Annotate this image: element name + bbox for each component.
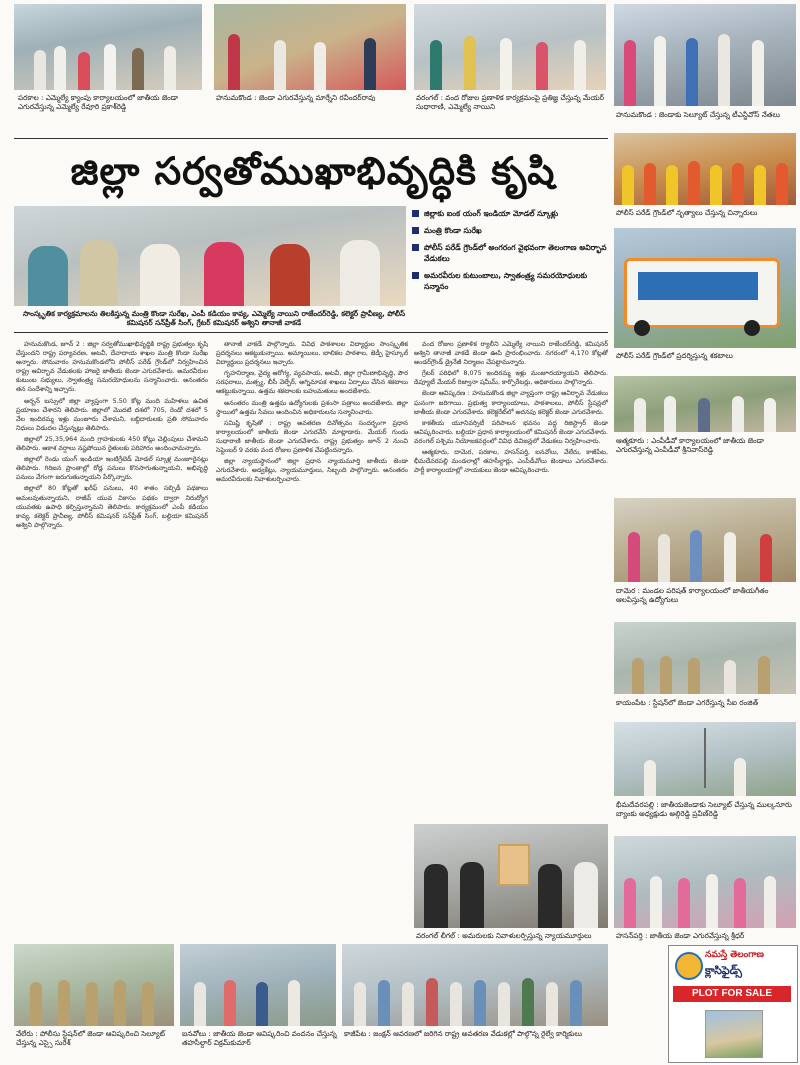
- photo-tableau-truck: [614, 228, 796, 348]
- paragraph: జిల్లాలో రెండు యంగ్ ఇండియా ఇంటిగ్రేటెడ్ మోడల్ స్కూళ్ల మంజూరైనట్లు తెలిపారు. గిరిజన ప్రాంతాల్లో రోడ్ల పనులు కొనసాగుతున్నాయని, అభివృద్ధి పనులు వేగంగా జరుగుతున్నాయని పేర్కొన్నారు.: [16, 455, 208, 482]
- paragraph: హనుమకొండ, జూన్ 2 : జిల్లా సర్వతోముఖాభివృద్ధికి రాష్ట్ర ప్రభుత్వం కృషి చేస్తుందని రాష్ట్ర పర్యావరణ, అటవీ, దేవాదాయ శాఖల మంత్రి కొండా సురేఖ అన్నారు. సోమవారం హనుమకొండలోని పోలీస్ పరేడ్ గ్రౌండ్‌లో నిర్వహించిన రాష్ట్ర ఆవిర్భావ వేడుకలకు హాజరై జాతీయ జెండా ఎగురవేశారు. అమరవీరుల కుటుంబ సభ్యులు, స్వాతంత్ర్య సమరయోధులను సన్మానించారు. అనంతరం తన సందేశాన్ని ఇచ్చారు.: [16, 340, 208, 394]
- article-column-3: [414, 340, 608, 818]
- classified-ad-box: [668, 945, 798, 1063]
- caption-main-dignitaries: సాంస్కృతిక కార్యక్రమాలను తిలకిస్తున్న మంత్రి కొండా సురేఖ, ఎంపీ కడియం కావ్య, ఎమ్మెల్యే నాయిని రాజేందర్‌రెడ్డి, కలెక్టర్ ప్రావీణ్య, పోలీస్ కమిషనర్ సన్‌ప్రీత్ సింగ్, గ్రేటర్ కమిషనర్ అశ్విని తానాజీ వాకడే: [22, 309, 406, 327]
- highlight-item: అమరవీరుల కుటుంబాలు, స్వాతంత్ర్య సమరయోధులకు సన్మానం: [412, 270, 612, 292]
- photo-kayampet: [614, 622, 796, 694]
- divider-article: [14, 332, 608, 333]
- photo-bheemadevarapalli: [614, 722, 796, 796]
- paragraph: జిల్లాలో 80 కోట్లతో ఖరీఫ్ పనులు, 40 శాతం సబ్సిడీ పథకాలు అమలవుతున్నాయని, రాజీవ్ యువ వికాసం పథకం ద్వారా నిరుద్యోగ యువతకు ఉపాధి కల్పిస్తున్నామని తెలిపారు. కార్యక్రమంలో ఎంపీ కడియం కావ్య, కలెక్టర్ ప్రావీణ్య, పోలీస్ కమిషనర్ సన్‌ప్రీత్ సింగ్, బల్దియా కమిషనర్ అశ్విని పాల్గొన్నారు.: [16, 484, 208, 529]
- caption-kayampet: కాయంపేట : స్టేషన్‌లో జెండా ఎగరేస్తున్న సీఐ రంజిత్: [616, 698, 759, 707]
- photo-veleru: [14, 944, 174, 1026]
- caption-top-tngos: హనుమకొండ : జెండాకు సెల్యూట్ చేస్తున్న టీఎన్జీవోస్ నేతలు: [616, 110, 780, 119]
- photo-kazipet: [342, 944, 608, 1026]
- article-column-2: [216, 340, 408, 892]
- paragraph: జిల్లా న్యాయస్థానంలో జిల్లా ప్రధాన న్యాయమూర్తి జాతీయ జెండా ఎగురవేశారు. అడ్వకేట్లు, న్యాయమూర్తులు, సిబ్బంది పాల్గొన్నారు. అనంతరం అమరవీరులకు నివాళులర్పించారు.: [216, 457, 408, 484]
- paragraph: కాకతీయ యూనివర్సిటీ పరిపాలన భవనం వద్ద రిజిస్ట్రార్ జెండా ఆవిష్కరించారు. బల్దియా ప్రధాన కార్యాలయంలో కమిషనర్ జెండా ఎగురవేశారు. వరంగల్ పశ్చిమ నియోజకవర్గంలో వివిధ డివిజన్లలో వేడుకలు నిర్వహించారు.: [414, 418, 608, 445]
- paragraph: సమిష్టి కృషితో : రాష్ట్ర అవతరణ దినోత్సవం సందర్భంగా ప్రధాన కార్యాలయంలో జాతీయ జెండా ఎగురవేసి మాట్లాడారు. మేయర్ గుండు సుధారాణి జాతీయ జెండా ఎగురవేశారు. రాష్ట్ర ప్రభుత్వం జూన్ 2 నుంచి సెప్టెంబర్ 9 వరకు వంద రోజుల ప్రణాళిక చేపట్టిందన్నారు.: [216, 418, 408, 455]
- classified-brand: నమస్తే తెలంగాణ: [705, 950, 764, 960]
- photo-top-warangal: [414, 4, 606, 90]
- highlight-item: జిల్లాకు ఐంక యంగ్ ఇండియా మోడల్ స్కూళ్లు: [412, 208, 612, 219]
- highlight-item: పోలీస్ పరేడ్ గ్రౌండ్‌లో అంగరంగ వైభవంగా తెలంగాణ అవిర్భావ వేడుకలు: [412, 242, 612, 264]
- classified-ad-image: [705, 1010, 763, 1058]
- caption-dancing-children: పోలీస్ పరేడ్ గ్రౌండ్‌లో నృత్యాలు చేస్తున్న చిన్నారులు: [616, 208, 758, 217]
- caption-tableau-truck: పోలీస్ పరేడ్ గ్రౌండ్‌లో ప్రదర్శిస్తున్న శకటాలు: [616, 351, 733, 360]
- photo-hasanparthy: [614, 836, 796, 928]
- classified-logo-icon: [675, 952, 703, 980]
- caption-top-parakala: పరకాల : ఎమ్మెల్యే క్యాంపు కార్యాలయంలో జాతీయ జెండా ఎగురవేస్తున్న ఎమ్మెల్యే రేవూరి ప్రకాశ్‌రెడ్డి: [18, 93, 179, 111]
- paragraph: వంద రోజుల ప్రణాళిక ర్యాలీని ఎమ్మెల్యే నాయిని రాజేందర్‌రెడ్డి, కమిషనర్ అశ్విని తానాజీ వాకడే జెండా ఊపి ప్రారంభించారు. నగరంలో 4,170 కోట్లతో అండర్‌గ్రౌండ్ డ్రైనేజీ నిర్మాణం చేపట్టామన్నారు.: [414, 340, 608, 367]
- paragraph: గ్రేటర్ పరిధిలో 8,075 ఇందిరమ్మ ఇళ్లు మంజూరయ్యాయని తెలిపారు. డిప్యూటీ మేయర్ రిజ్వానా షమీమ్, కార్పొరేటర్లు, అధికారులు పాల్గొన్నారు.: [414, 369, 608, 387]
- photo-top-parakala: [14, 4, 202, 90]
- caption-inavolu: ఐనవోలు : జాతీయ జెండా ఆవిష్కరించి వందనం చేస్తున్న తహసీల్దార్ విక్రమ్‌కుమార్: [182, 1029, 337, 1047]
- article-column-1: [16, 340, 208, 892]
- highlight-item: మంత్రి కొండా సురేఖ: [412, 225, 612, 236]
- divider-top: [14, 138, 608, 139]
- photo-dancing-children: [614, 133, 796, 205]
- paragraph: జెండా ఆవిష్కరణ : హనుమకొండ జిల్లా వ్యాప్తంగా రాష్ట్ర ఆవిర్భావ వేడుకలు ఘనంగా జరిగాయి. ప్రభుత్వ కార్యాలయాలు, పాఠశాలలు, పోలీస్ స్టేషన్లలో జాతీయ జెండా ఎగురవేశారు. కలెక్టరేట్‌లో అదనపు కలెక్టర్ జెండా ఎగురవేశారు.: [414, 389, 608, 416]
- caption-veleru: వేలేరు : పోలీసు స్టేషన్‌లో జెండా ఆవిష్కరించి సెల్యూట్ చేస్తున్న ఎస్సై సురేశ్: [16, 1029, 166, 1047]
- caption-bheemadevarapalli: భీమదేవరపల్లి : జాతీయజెండాకు సెల్యూట్ చేస్తున్న ముల్కనూరు బ్యాంకు అధ్యక్షుడు అల్గిరెడ్డి ప్రవీణ్‌రెడ్డి: [616, 800, 792, 818]
- caption-hasanparthy: హసన్‌పర్తి : జాతీయ జెండా ఎగురవేస్తున్న శ్రీధర్: [616, 931, 745, 940]
- caption-kazipet: కాజీపేట : జంక్షన్ ఆవరణలో జరిగిన రాష్ట్ర అవతరణ వేడుకల్లో పాల్గొన్న రైల్వే కార్మికులు: [344, 1029, 582, 1038]
- paragraph: ఆత్మకూరు, దామెర, పరకాల, హసన్‌పర్తి, ఐనవోలు, వేలేరు, కాజీపేట, భీమదేవరపల్లి మండలాల్లో తహసీల్దార్లు, ఎంపీడీవోలు జెండాలు ఎగురవేశారు. పార్టీ కార్యాలయాల్లో నాయకులు జెండా ఆవిష్కరించారు.: [414, 448, 608, 475]
- photo-top-tngos: [614, 4, 796, 106]
- caption-top-hanumakonda: హనుమకొండ : జెండా ఎగురవేస్తున్న మార్నేని రవీందర్‌రావు: [216, 93, 376, 102]
- photo-top-hanumakonda: [214, 4, 406, 90]
- photo-warangal-legal: [414, 824, 608, 928]
- photo-main-dignitaries: [14, 206, 406, 306]
- paragraph: అనంతరం మంత్రి ఉత్తమ ఉద్యోగులకు ప్రశంసా పత్రాలు అందజేశారు. జిల్లా స్థాయిలో ఉత్తమ సేవలు అందించిన అధికారులను సన్మానించారు.: [216, 398, 408, 416]
- paragraph: అర్బన్ బస్సులో జిల్లా వ్యాప్తంగా 5.50 కోట్ల మంది మహిళలు ఉచిత ప్రయాణం చేశారని తెలిపారు. జిల్లాలో మొదటి దశలో 705, రెండో దశలో 5 వేల ఇందిరమ్మ ఇళ్లు మంజూరు చేశామని, లబ్దిదారులకు ప్రతి సోమవారం నిధులు విడుదల చేస్తున్నట్లు తెలిపారు.: [16, 396, 208, 432]
- classified-ad-title: PLOT FOR SALE: [673, 986, 791, 1002]
- paragraph: జిల్లాలో 25,35,964 మంది గ్రాహకులకు 450 కోట్లు చెల్లింపులు చేశామని తెలిపారు. ఆకాశ వర్షాలు నష్టపోయిన రైతులకు పరిహారం అందించామన్నారు.: [16, 434, 208, 453]
- highlights-list: [412, 208, 612, 298]
- classified-title: క్లాసిఫైడ్స్: [705, 964, 742, 977]
- caption-atmakur: ఆత్మకూరు : ఎంపీడీవో కార్యాలయంలో జాతీయ జెండా ఎగురవేస్తున్న ఎంపీడీవో శ్రీనివాస్‌రెడ్డి: [616, 436, 764, 454]
- photo-damera: [614, 498, 796, 582]
- caption-top-warangal: వరంగల్ : వంద రోజుల ప్రణాళిక కార్యక్రమంపై ప్రతిజ్ఞ చేస్తున్న మేయర్ సుధారాణి, ఎమ్మెల్యే నాయిని: [416, 93, 604, 111]
- paragraph: తానాజీ వాకడే పాల్గొన్నారు. వివిధ పాఠశాలల విద్యార్థుల సాంస్కృతిక ప్రదర్శనలు ఆకట్టుకున్నాయి. అమ్మాయిలు, బాలికల పాఠశాల, జెడ్పీ హైస్కూల్ విద్యార్థులు ప్రదర్శనలు ఇచ్చారు.: [216, 340, 408, 367]
- photo-inavolu: [180, 944, 336, 1026]
- page-headline: జిల్లా సర్వతోముఖాభివృద్ధికి కృషి: [70, 148, 556, 193]
- photo-atmakur: [614, 376, 796, 432]
- paragraph: గృహనిర్మాణ, వైద్య ఆరోగ్య, వ్యవసాయ, అటవీ, జిల్లా గ్రామీణాభివృద్ధి, పౌర సరఫరాలు, మత్స్య, బీసీ వెల్ఫేర్, అగ్నిమాపక శాఖలు ఏర్పాటు చేసిన శకటాలు ఆకట్టుకున్నాయి. ఉత్తమ శకటాలకు బహుమతులు అందజేశారు.: [216, 369, 408, 396]
- caption-damera: దామెర : మండల పరిషత్ కార్యాలయంలో జాతీయగీతం ఆలపిస్తున్న ఉద్యోగులు: [616, 586, 769, 604]
- caption-warangal-legal: వరంగల్ లీగల్ : అమరులకు నివాళులర్పిస్తున్న న్యాయమూర్తులు: [416, 931, 592, 940]
